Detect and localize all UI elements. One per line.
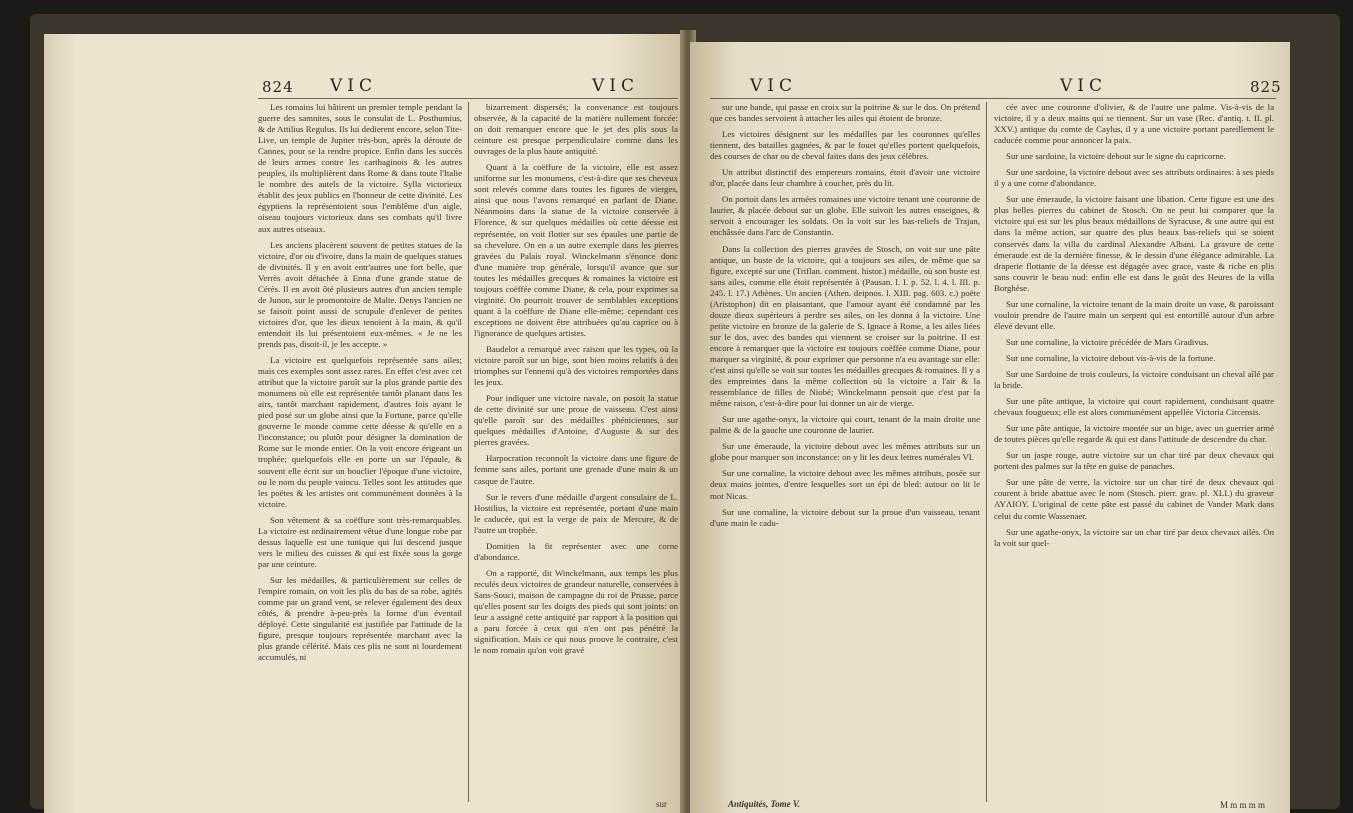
paragraph: Sur une pâte antique, la victoire montée sur un bige, avec un guerrier armé de toutes pièces qu'elle regarde & qui est dans l'attitude de descendre du char. [994,423,1274,445]
paragraph: Sur le revers d'une médaille d'argent consulaire de L. Hostilius, la victoire est représentée, portant d'une main le caducée, qui est la verge de paix de Mercure, & de l'autre un trophée. [474,491,678,535]
signature-line: Antiquités, Tome V. [728,799,801,809]
left-page-column-1 [258,102,462,810]
paragraph: Sur une cornaline, la victoire debout avec les mêmes attributs, posée sur deux mains jointes, d'entre lesquelles sort un épi de bled: autour on lit le mot Nicas. [710,468,980,501]
catchword-left: sur [656,799,667,809]
paragraph: Sur une agathe-onyx, la victoire qui court, tenant de la main droite une palme & de la gauche une couronne de laurier. [710,414,980,436]
column-divider-right [986,102,987,802]
paragraph: Sur une cornaline, la victoire tenant de la main droite un vase, & paroissant vouloir prendre de l'autre main un serpent qui est entortillé autour d'un arbre élevé devant elle. [994,298,1274,331]
paragraph: Sur une agathe-onyx, la victoire sur un char tiré par deux chevaux ailés. On la voit sur quel- [994,526,1274,548]
running-head-right-col2: VIC [1060,76,1107,96]
paragraph: Pour indiquer une victoire navale, on posoit la statue de cette divinité sur une proue de vaisseau. C'est ainsi qu'elle paroît sur des médailles phéniciennes, sur quelques médailles d'Antoine, d'Auguste & sur des pierres gravées. [474,393,678,448]
paragraph: Les victoires désignent sur les médailles par les couronnes qu'elles tiennent, des batailles gagnées, & par le fouet qu'elles portent quelquefois, des courses de char ou de cheval faites dans des jeux célèbres. [710,129,980,162]
right-page-column-2 [994,102,1274,802]
paragraph: Sur un jaspe rouge, autre victoire sur un char tiré par deux chevaux qui portent des palmes sur la tête en guise de panaches. [994,450,1274,472]
paragraph: Quant à la coëffure de la victoire, elle est assez uniforme sur les monumens, c'est-à-dire que ses cheveux sont relevés comme dans toutes les figures de vierges, ainsi que nous l'avons remarqué en parlant de Diane. Néanmoins dans la statue de la victoire conservée à Florence, & sur quelques médailles où cette déesse est représentée, on voit flotter sur ses épaules une partie de sa chevelure. On en a un autre exemple dans les pierres gravées du Palais royal. Winckelmann s'énonce donc d'une manière trop générale, lorsqu'il avance que sur toutes les médailles grecques & romaines la victoire est toujours coëffée comme Diane, & cela, pour exprimer sa virginité. On pourroit trouver de semblables exceptions quant à la coëffure de Diane elle-même; cependant ces exceptions ne doivent être attribuées qu'au caprice ou à l'ignorance de quelques artistes. [474,162,678,338]
header-rule-left [258,98,678,99]
paragraph: Les anciens placèrent souvent de petites statues de la victoire, d'or ou d'ivoire, dans la main de quelques statues de divinités. Il y en avoit entr'autres une fort belle, que Verrès avoit détachée à Enna d'une grande statue de Cérès. Il en avoit ôté plusieurs autres d'un ancien temple de Junon, sur le promontoire de Malte. Denys l'ancien ne se faisoit point aussi de scrupule d'enlever de petites victoires d'or, que les dieux tenoient à la main, & qu'il entendoit ils lui présentoient eux-mêmes. « Je ne les prends pas, disoit-il, je les accepte. » [258,239,462,349]
paragraph: Sur une Sardoine de trois couleurs, la victoire conduisant un cheval aîlé par la bride. [994,368,1274,391]
running-head-left-col2: VIC [592,76,639,96]
left-page-column-2 [474,102,678,802]
paragraph: Les romains lui bâtirent un premier temple pendant la guerre des samnites, sous le consulat de L. Posthumius, & de Attilius Regulus. Ils lui dedierent encore, selon Tite-Live, un temple de Jupiter très-bon, après la déroute de Cannes, pour se la rendre propice. Enfin dans les succès de leurs armes contre les carthaginois & les autres peuples, ils multiplièrent dans Rome & dans toute l'Italie le nombre des autels de la victoire. Sylla victorieux établit des jeux publics en l'honneur de cette divinité. Les égyptiens la représentoient sous l'emblême d'un aigle, oiseau toujours victorieux dans ses combats qu'il livre aux autres oiseaux. [258,102,462,234]
running-head-left-col1: VIC [330,76,377,96]
paragraph: Sur une pâte antique, la victoire qui court rapidement, conduisant quatre chevaux fougueux; elle est alors communément appellée Victoria Circensis. [994,396,1274,418]
paragraph: sur une bande, qui passe en croix sur la poitrine & sur le dos. On prétend que ces bandes servoient à attacher les ailes qui étoient de bronze. [710,102,980,124]
paragraph: Sur une émeraude, la victoire debout avec les mêmes attributs sur un globe pour marquer son inconstance: on y lit les deux lettres numérales VI. [710,441,980,463]
paragraph: On portoit dans les armées romaines une victoire tenant une couronne de laurier, & placée debout sur un globe. Elle suivoit les autres enseignes, & servoit à encourager les soldats. On la voit sur les bas-reliefs de Trajan, enchâssée dans l'arc de Constantin. [710,194,980,238]
right-page-column-1 [710,102,980,813]
paragraph: Baudelot a remarqué avec raison que les types, où la victoire paroît sur un bige, sont bien moins relatifs à des triomphes sur l'ennemi qu'à des victoires remportées dans les jeux. [474,343,678,388]
column-divider-left [468,102,469,802]
catchword-right: M m m m m [1220,800,1266,810]
page-number-right: 825 [1250,78,1282,96]
paragraph: cée avec une couronne d'olivier, & de l'autre une palme. Vis-à-vis de la victoire, il y a deux mains qui se tiennent. Sur un vase (Rec. d'antiq. t. II. pl. XXV.) antique du comte de Caylus, il y a une victoire portant pareillement le caducée comme pour annoncer la paix. [994,102,1274,146]
paragraph: Sur une émeraude, la victoire faisant une libation. Cette figure est une des plus belles pierres du cabinet de Stosch. On ne peut lui comparer que la victoire qui est sur les plus beaux médaillons de Syracuse, & une autre qui est dans la même action, sur quatre des plus beaux bas-reliefs qui se soient conservés dans la villa du cardinal Alexandre Albani. La gravure de cette émeraude est de la dernière finesse, & le dessin d'une élégance admirable. La draperie flottante de la déesse est dégagée avec grace, vaste & riche en plis sans couvrir le beau nud: enfin elle est dans le goût des Heures de la villa Borghèse. [994,194,1274,293]
paragraph: Sur une sardoine, la victoire debout sur le signe du capricorne. [1006,151,1226,162]
paragraph: Harpocration reconnoît la victoire dans une figure de femme sans ailes, portant une grenade d'une main & un casque de l'autre. [474,453,678,486]
paragraph: Sur les médailles, & particulièrement sur celles de l'empire romain, on voit les plis du bas de sa robe, agités comme par un grand vent, se relever également des deux côtés, & prendre à-peu-près la forme d'un éventail déployé. Cette singularité est justifiée par l'attitude de la figure, presque toujours représentée marchant avec la plus grande célérité. Mais ces plis ne sont ni lourdement accumulés, ni [258,574,462,663]
right-page [690,42,1290,813]
paragraph: Sur une cornaline, la victoire debout vis-à-vis de la fortune. [1006,352,1216,363]
page-number-left: 824 [262,78,294,96]
paragraph: Sur une cornaline, la victoire debout sur la proue d'un vaisseau, tenant d'une main le cadu- [710,506,980,528]
paragraph: Un attribut distinctif des empereurs romains, étoit d'avoir une victoire d'or, placée dans leur chambre à coucher, près du lit. [710,167,980,189]
paragraph: Sur une pâte de verre, la victoire sur un char tiré de deux chevaux qui courent à bride abattue avec le nom (Stosch. pierr. grav. pl. XLI.) du graveur AYΛIOY. L'original de cette pâte est passé du cabinet de Vander Mark dans celui du comte Wassenaer. [994,477,1274,521]
left-page [44,34,684,813]
running-head-right-col1: VIC [750,76,797,96]
header-rule-right [710,98,1276,99]
paragraph: Sur une cornaline, la victoire précédée de Mars Gradivus. [1006,336,1209,347]
paragraph: On a rapporté, dit Winckelmann, aux temps les plus reculés deux victoires de grandeur naturelle, conservées à Sans-Souci, maison de campagne du roi de Prusse, parce qu'elles posent sur les doigts des pieds qui sont joints: on leur a assigné cette antiquité par rapport à la position qui a paru forcée à ceux qui n'en ont pas pénétré la signification. Mais ce qui nous prouve le contraire, c'est le nom romain qu'on voit gravé [474,567,678,656]
paragraph: Son vêtement & sa coëffure sont très-remarquables. La victoire est ordinairement vêtue d'une longue robe par dessus laquelle est une tunique qui lui descend jusque vers le milieu des cuisses & qui est fixée sous la gorge par une ceinture. [258,514,462,569]
paragraph: La victoire est quelquefois représentée sans ailes; mais ces exemples sont assez rares. En effet c'est avec cet attribut que la victoire paroît sur la plus grande partie des monumens où elle est représentée tantôt planant dans les airs, tantôt marchant rapidement, d'autres fois ayant le pied posé sur un globe ainsi que la Fortune, parce qu'elle gouverne le monde comme cette déesse & qu'elle en a l'inconstance; ou plutôt pour désigner la domination de Rome sur le monde entier. On la voit encore érigeant un trophée; quelquefois elle en porte un sur l'épaule, & souvent elle écrit sur un bouclier l'époque d'une victoire, ou le nom du peuple vaincu. Telles sont les attitudes que les poëtes & les artistes ont communément données à la victoire. [258,355,462,509]
paragraph: Sur une sardoine, la victoire debout avec ses attributs ordinaires: à ses pieds il y a une corne d'abondance. [994,167,1274,189]
paragraph: Domitien la fit représenter avec une corne d'abondance. [474,540,678,562]
paragraph: Dans la collection des pierres gravées de Stosch, on voit sur une pâte antique, un buste de la victoire, qui a toujours ses ailes, de même que sa figure, excepté sur une (Triflan. comment. histor.) médaille, où son buste est sans ailes, comme elle étoit représentée à (Pausan. l. I. p. 52. l. 4. l. III. p. 245. l. 17.) Athènes. Un ancien (Athen. deipnos. l. XIII. pag. 603. c.) poëte (Aristophon) dit en plaisantant, que l'amour ayant été condamné par les douze dieux supérieurs à perdre ses ailes, on les donna à la victoire. Une petite victoire en bronze de la galerie de S. Ignace à Rome, a les ailes liées sur le dos, avec des bandes qui viennent se croiser sur la poitrine. Il est encore à remarquer que la victoire est toujours coëffée comme Diane, pour marquer sa virginité, & pour exprimer que personne n'a eu avantage sur elle: c'est ainsi qu'elle se voit sur toutes les médailles grecques & romaines. Il y a des empreintes dans la même collection où la victoire a l'air & la ressemblance de filles de Niobé; Winckelmann pensoit que c'est par la même raison, c'est-à-dire pour lui donner un air de vierge. [710,243,980,409]
paragraph: bizarrement dispersés; la convenance est toujours observée, & la capacité de la matière nullement forcée: on doit remarquer encore que le jet des plis sous la ceinture est presque perpendiculaire comme dans les ouvrages de la plus haute antiquité. [474,102,678,157]
